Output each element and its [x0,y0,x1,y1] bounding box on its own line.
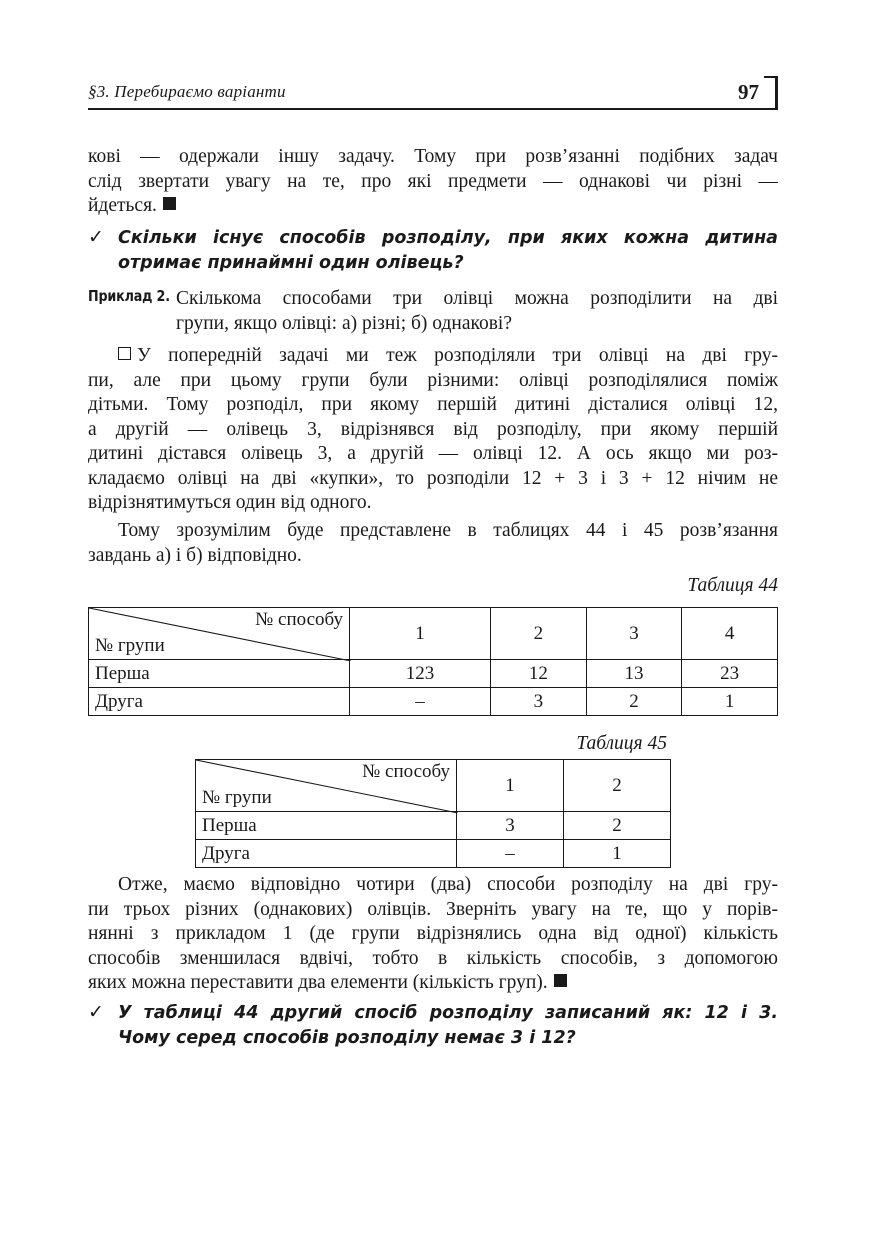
text-line: пи трьох різних (однакових) олівців. Зверніть увагу на те, що у порів- [88,898,778,920]
row-label: Друга [196,840,457,868]
text-line: завдань а) і б) відповідно. [88,544,302,566]
row-label: Перша [196,812,457,840]
table-cell: 3 [491,688,587,716]
table-cell: 13 [586,660,682,688]
solution-paragraph [88,344,778,516]
table-44-caption: Таблиця 44 [687,575,778,596]
example-2-statement [176,287,778,336]
text-line: Тому зрозумілим буде представлене в таблицях 44 і 45 розв’язання [118,520,778,541]
paragraph-tables-intro [88,519,778,568]
table-44 [88,607,778,716]
question-1 [118,226,778,276]
question-line: У таблиці 44 другий спосіб розподілу записаний як: 12 і 3. [118,1003,778,1023]
table-cell: 1 [682,688,778,716]
corner-label-method: № способу [362,761,450,782]
text-line: а другій — олівець 3, відрізнявся від розподілу, при якому першій [88,418,778,440]
header-bracket [775,76,778,110]
table-cell: 2 [586,688,682,716]
running-header-title: §3. Перебираємо варіанти [88,82,286,101]
row-label: Друга [89,688,350,716]
text-line: кладаємо олівці на дві «купки», то розподіли 12 + 3 і 3 + 12 нічим не [88,467,778,489]
header-bracket-tick [764,76,776,78]
table-cell: 1 [564,840,671,868]
row-label: Перша [89,660,350,688]
table-cell: 23 [682,660,778,688]
corner-label-method: № способу [255,609,343,630]
paragraph-continuation [88,145,778,219]
solution-start-icon [118,347,131,360]
end-of-proof-icon [163,197,176,210]
text-line: способів зменшилася вдвічі, тобто в кількість способів, з допомогою [88,947,778,969]
text-line: Скількома способами три олівці можна розподілити на дві [176,288,778,309]
column-header: 2 [564,760,671,812]
checkmark-icon: ✓ [88,1002,104,1023]
text-line: пи, але при цьому групи були різними: олівці розподілялися поміж [88,369,778,391]
table-cell: 2 [564,812,671,840]
corner-label-group: № групи [95,635,165,656]
column-header: 4 [682,608,778,660]
table-cell: 123 [350,660,491,688]
column-header: 3 [586,608,682,660]
text-line-end [88,971,778,996]
question-line: Скільки існує способів розподілу, при яких кожна дитина [118,228,778,248]
text-line: відрізнятимуться один від одного. [88,492,372,513]
conclusion-paragraph [88,873,778,996]
text-line: У попередній задачі ми теж розподіляли три олівці на дві гру- [137,345,778,366]
column-header: 2 [491,608,587,660]
text-line: групи, якщо олівці: а) різні; б) однакові? [176,312,512,334]
table-cell: – [457,840,564,868]
text-line: кові — одержали іншу задачу. Тому при розв’язанні подібних задач [88,146,778,167]
table-45 [195,759,671,868]
text-line: дитині дістався олівець 3, а другій — олівці 12. А ось якщо ми роз- [88,443,778,464]
text-line: нянні з прикладом 1 (де групи відрізнялись одна від одної) кількість [88,923,778,944]
question-line: отримає принаймні один олівець? [118,253,464,273]
table-row [89,688,778,716]
header-rule [88,108,776,110]
question-2 [118,1001,778,1051]
text-line: слід звертати увагу на те, про які предмети — однакові чи різні — [88,170,778,192]
column-header: 1 [457,760,564,812]
table-row [89,660,778,688]
text-line: дітьми. Тому розподіл, при якому першій дитині дісталися олівці 12, [88,394,778,415]
text-line: яких можна переставити два елементи (кількість груп). [88,972,548,993]
text-line: Отже, маємо відповідно чотири (два) способи розподілу на дві гру- [118,874,778,895]
corner-label-group: № групи [202,787,272,808]
example-label: Приклад 2. [88,287,170,305]
checkmark-icon: ✓ [88,227,104,248]
table-45-caption: Таблиця 45 [576,733,667,754]
text-line-end [88,194,778,219]
column-header: 1 [350,608,491,660]
table-row [196,840,671,868]
text-line-start [88,344,778,369]
question-line: Чому серед способів розподілу немає 3 і 12? [118,1028,576,1048]
table-corner-cell [89,608,350,660]
table-row [196,812,671,840]
table-corner-cell [196,760,457,812]
text-line: йдеться. [88,195,157,216]
page-number: 97 [738,80,759,104]
table-cell: – [350,688,491,716]
table-cell: 3 [457,812,564,840]
table-cell: 12 [491,660,587,688]
end-of-proof-icon [554,974,567,987]
